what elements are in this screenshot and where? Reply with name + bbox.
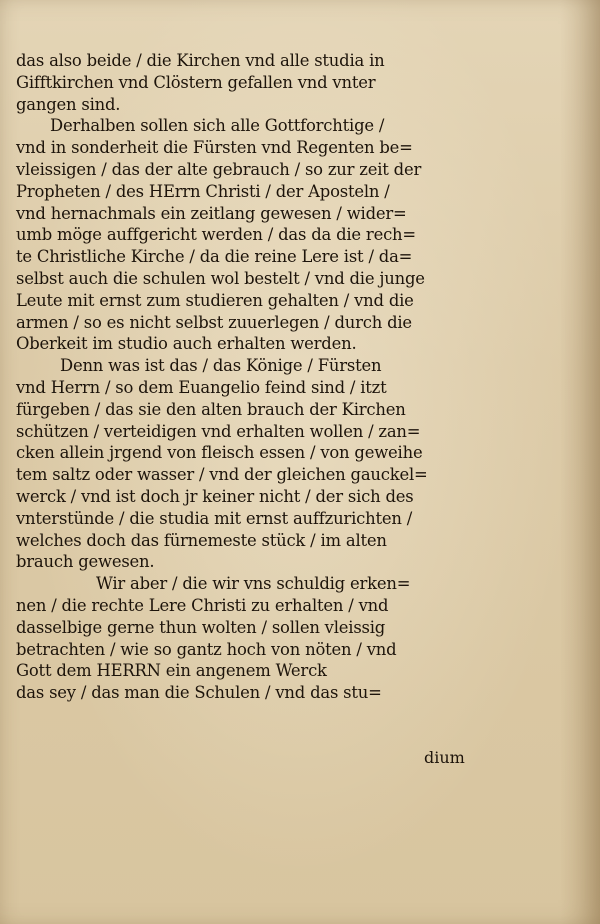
text-line-12: Leute mit ernst zum studieren gehalten / vnd die xyxy=(16,290,414,310)
text-line-23: welches doch das fürnemeste stück / im alten xyxy=(16,530,387,550)
text-line-5: vnd in sonderheit die Fürsten vnd Regenten be= xyxy=(16,138,413,158)
text-line-29: Gott dem HERRN ein angenem Werck xyxy=(16,661,327,681)
text-line-30: das sey / das man die Schulen / vnd das stu= xyxy=(16,683,382,703)
text-line-22: vnterstünde / die studia mit ernst auffzurichten / xyxy=(16,508,413,528)
text-line-13: armen / so es nicht selbst zuuerlegen / durch die xyxy=(16,312,412,332)
text-line-25: Wir aber / die wir vns schuldig erken= xyxy=(96,574,411,594)
page-fold-shadow xyxy=(560,0,600,924)
text-line-19: cken allein jrgend von fleisch essen / von geweihe xyxy=(16,443,423,463)
text-line-28: betrachten / wie so gantz hoch von nöten / vnd xyxy=(16,639,397,659)
text-line-21: werck / vnd ist doch jr keiner nicht / der sich des xyxy=(16,486,414,506)
text-line-26: nen / die rechte Lere Christi zu erhalten / vnd xyxy=(16,595,389,615)
catchword: dium xyxy=(424,748,465,767)
text-line-4: Derhalben sollen sich alle Gottforchtige / xyxy=(50,116,385,136)
text-line-18: schützen / verteidigen vnd erhalten wollen / zan= xyxy=(16,421,421,441)
text-line-2: Gifftkirchen vnd Clöstern gefallen vnd vnter xyxy=(16,72,376,92)
text-line-17: fürgeben / das sie den alten brauch der Kirchen xyxy=(16,399,406,419)
text-line-1: das also beide / die Kirchen vnd alle studia in xyxy=(16,51,385,70)
body-text xyxy=(16,50,486,704)
text-line-7: Propheten / des HErrn Christi / der Aposteln / xyxy=(16,181,390,201)
text-line-27: dasselbige gerne thun wolten / sollen vleissig xyxy=(16,617,386,637)
text-line-8: vnd hernachmals ein zeitlang gewesen / wider= xyxy=(16,203,407,223)
text-line-6: vleissigen / das der alte gebrauch / so zur zeit der xyxy=(16,159,422,179)
text-line-14: Oberkeit im studio auch erhalten werden. xyxy=(16,334,357,354)
text-line-15: Denn was ist das / das Könige / Fürsten xyxy=(60,356,382,376)
text-line-20: tem saltz oder wasser / vnd der gleichen gauckel= xyxy=(16,465,428,485)
text-line-9: umb möge auffgericht werden / das da die rech= xyxy=(16,225,416,245)
text-line-3: gangen sind. xyxy=(16,94,121,114)
text-line-16: vnd Herrn / so dem Euangelio feind sind / itzt xyxy=(16,377,387,397)
text-line-24: brauch gewesen. xyxy=(16,552,155,572)
text-line-11: selbst auch die schulen wol bestelt / vnd die junge xyxy=(16,268,425,288)
text-line-10: te Christliche Kirche / da die reine Lere ist / da= xyxy=(16,247,413,267)
